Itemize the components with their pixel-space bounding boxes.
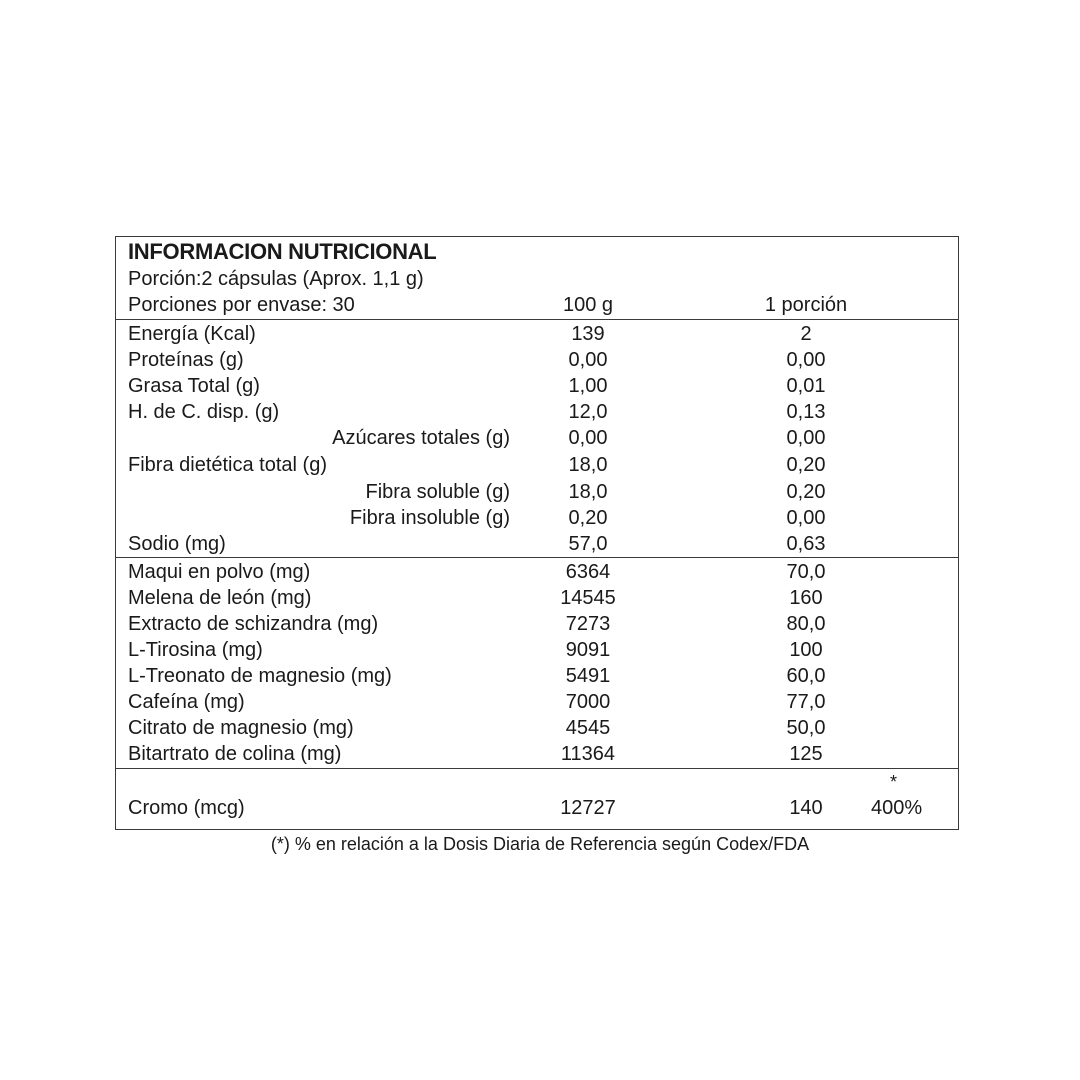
divider [116, 319, 958, 320]
row-value-100g: 7273 [565, 613, 611, 635]
row-label: H. de C. disp. (g) [128, 401, 280, 423]
row-value-100g: 12727 [560, 797, 616, 819]
row-value-100g: 18,0 [568, 481, 608, 503]
row-label: Grasa Total (g) [128, 375, 260, 397]
row-value-portion: 70,0 [786, 561, 826, 583]
row-value-100g: 12,0 [568, 401, 608, 423]
row-value-portion: 50,0 [786, 717, 826, 739]
row-value-portion: 160 [789, 587, 823, 609]
row-value-100g: 14545 [560, 587, 616, 609]
servings-text: Porciones por envase: 30 [128, 294, 355, 316]
row-value-100g: 9091 [565, 639, 611, 661]
row-label: L-Tirosina (mg) [128, 639, 263, 661]
row-label: Proteínas (g) [128, 349, 244, 371]
nutrition-panel [115, 236, 959, 830]
row-value-portion: 0,00 [786, 507, 826, 529]
row-label-indented: Fibra insoluble (g) [349, 507, 510, 529]
row-value-portion: 80,0 [786, 613, 826, 635]
row-value-portion: 0,00 [786, 349, 826, 371]
row-value-portion: 0,63 [786, 533, 826, 555]
row-value-portion: 0,13 [786, 401, 826, 423]
row-label: Fibra dietética total (g) [128, 454, 327, 476]
row-label: Energía (Kcal) [128, 323, 256, 345]
row-value-100g: 57,0 [568, 533, 608, 555]
row-label: Extracto de schizandra (mg) [128, 613, 379, 635]
row-label: Bitartrato de colina (mg) [128, 743, 342, 765]
row-value-portion: 140 [789, 797, 823, 819]
row-value-portion: 0,20 [786, 481, 826, 503]
divider [116, 557, 958, 558]
row-value-portion: 125 [789, 743, 823, 765]
row-value-100g: 0,00 [568, 349, 608, 371]
row-label-indented: Fibra soluble (g) [365, 481, 510, 503]
row-value-portion: 0,20 [786, 454, 826, 476]
row-label: Sodio (mg) [128, 533, 226, 555]
asterisk-mark: * [890, 772, 898, 792]
row-label: Citrato de magnesio (mg) [128, 717, 354, 739]
row-value-100g: 4545 [565, 717, 611, 739]
row-value-portion: 0,01 [786, 375, 826, 397]
row-value-100g: 11364 [560, 743, 616, 765]
row-value-100g: 7000 [565, 691, 611, 713]
row-value-100g: 0,20 [568, 507, 608, 529]
row-value-daily-percent: 400% [871, 797, 923, 819]
row-value-portion: 77,0 [786, 691, 826, 713]
column-header-100g: 100 g [562, 294, 614, 316]
row-value-100g: 18,0 [568, 454, 608, 476]
row-label-indented: Azúcares totales (g) [332, 427, 510, 449]
row-value-portion: 60,0 [786, 665, 826, 687]
row-value-100g: 0,00 [568, 427, 608, 449]
row-value-portion: 100 [789, 639, 823, 661]
row-value-portion: 2 [800, 323, 812, 345]
footnote: (*) % en relación a la Dosis Diaria de Referencia según Codex/FDA [270, 834, 810, 854]
row-value-100g: 139 [571, 323, 605, 345]
row-value-100g: 1,00 [568, 375, 608, 397]
row-value-100g: 6364 [565, 561, 611, 583]
row-value-portion: 0,00 [786, 427, 826, 449]
divider [116, 768, 958, 769]
row-value-100g: 5491 [565, 665, 611, 687]
row-label: Cromo (mcg) [128, 797, 245, 819]
portion-text: Porción:2 cápsulas (Aprox. 1,1 g) [128, 268, 424, 290]
row-label: Melena de león (mg) [128, 587, 312, 609]
column-header-portion: 1 porción [764, 294, 848, 316]
panel-title: INFORMACION NUTRICIONAL [128, 239, 437, 264]
row-label: L-Treonato de magnesio (mg) [128, 665, 392, 687]
row-label: Cafeína (mg) [128, 691, 245, 713]
row-label: Maqui en polvo (mg) [128, 561, 311, 583]
